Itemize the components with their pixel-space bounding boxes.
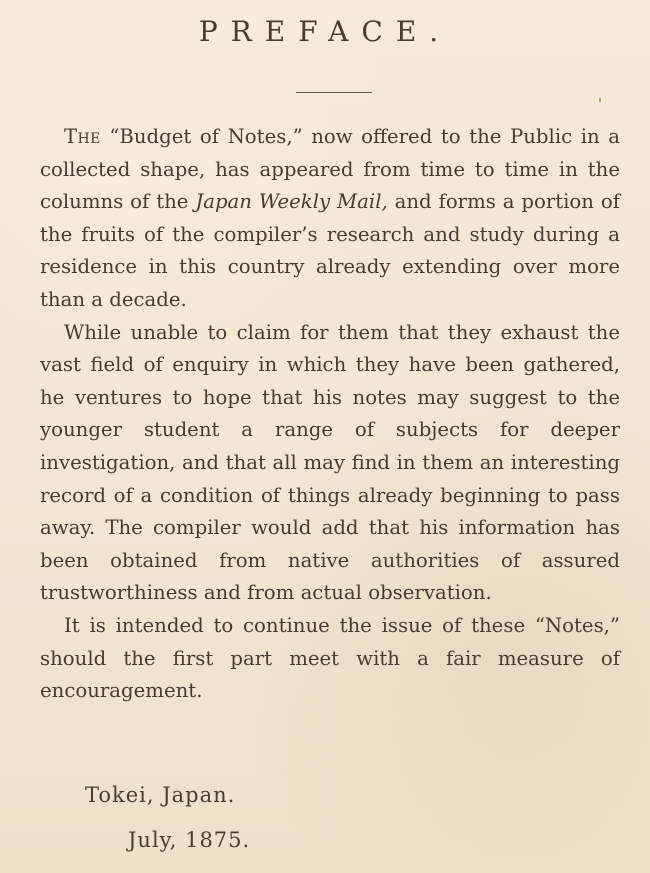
preface-paragraph-2: While unable to claim for them that they exhaust the vast field of enquiry in which they have been gathered, he ventures to hope that his notes may suggest to the younger student a range of subjects for deeper investigation, and that all may find in them an interesting record of a condition of things already beginning to pass away. The compiler would add that his information has been obtained from native authorities of assured trustworthiness and from actual observation. — [40, 320, 620, 605]
place-line: Tokei, Japan. — [85, 783, 236, 807]
title-rule — [296, 92, 372, 93]
preface-body — [40, 121, 620, 708]
paragraph-1-text-after-italic: and forms a portion of the fruits of the compiler’s research and study during a residence in this country already extending over more than a decade. — [40, 190, 620, 311]
paragraph-lead-word: The — [64, 125, 101, 148]
page-title: PREFACE. — [198, 15, 452, 48]
publication-title: Japan Weekly Mail, — [195, 190, 388, 214]
date-line: July, 1875. — [128, 828, 251, 852]
paper-speck — [599, 98, 601, 102]
paragraph-1-text-before-italic: “Budget of Notes,” now offered to the Public in a collected shape, has appeared from time to time in the columns of the — [40, 125, 620, 214]
preface-paragraph-3: It is intended to continue the issue of these “Notes,” should the first part meet with a fair measure of encouragement. — [40, 613, 620, 703]
preface-paragraph-1 — [40, 121, 620, 317]
